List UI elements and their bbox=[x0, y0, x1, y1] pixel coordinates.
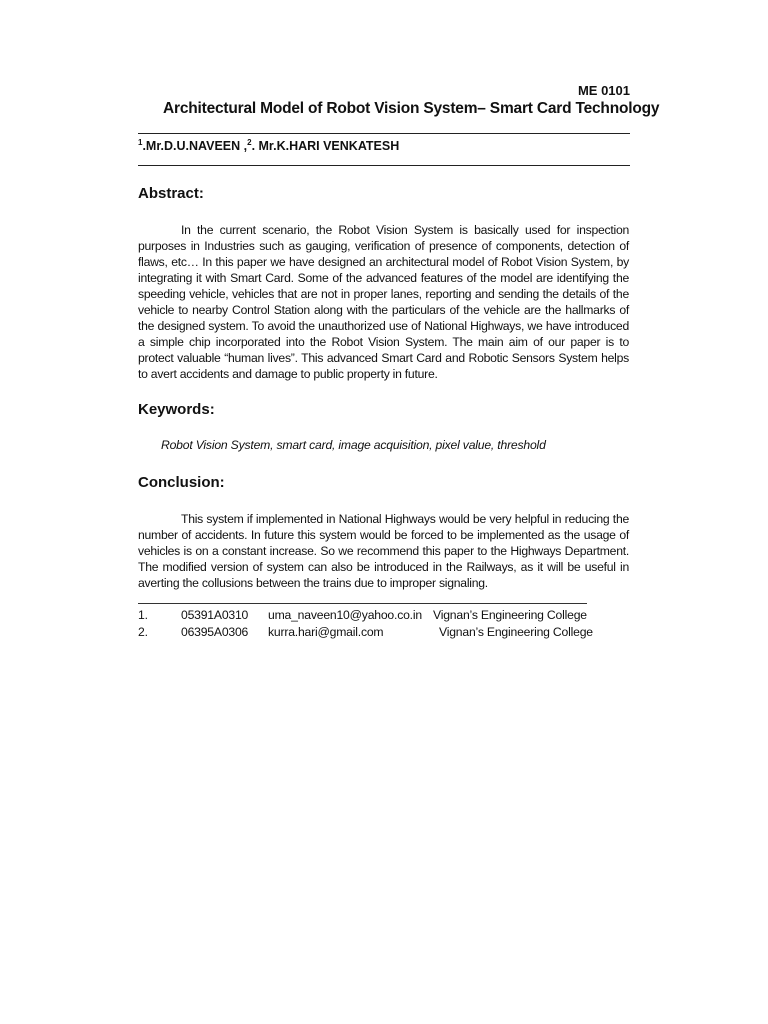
author-1-name: .Mr.D.U.NAVEEN , bbox=[142, 139, 248, 153]
author-divider bbox=[138, 165, 630, 166]
author-1-marker: 1 bbox=[138, 137, 143, 147]
author-2-marker: 2 bbox=[247, 137, 252, 147]
keywords-text: Robot Vision System, smart card, image acquisition, pixel value, threshold bbox=[161, 438, 546, 452]
conclusion-heading: Conclusion: bbox=[138, 474, 225, 491]
footnote-email: kurra.hari@gmail.com bbox=[268, 625, 384, 639]
keywords-heading: Keywords: bbox=[138, 401, 215, 418]
footnote-number: 1. bbox=[138, 608, 148, 622]
title-divider bbox=[138, 133, 630, 134]
footnote-college: Vignan’s Engineering College bbox=[439, 625, 593, 639]
conclusion-body: This system if implemented in National Highways would be very helpful in reducing the number of accidents. In future this system would be forced to be implemented as the usage of vehicles is on a constant increase. So we recommend this paper to the Highways Department. The modified version of system can also be introduced in the Railways, as it will be useful in averting the collusions between the trains due to improper signaling. bbox=[138, 512, 629, 590]
footnote-number: 2. bbox=[138, 625, 148, 639]
footnote-divider bbox=[138, 603, 587, 604]
footnote-college: Vignan’s Engineering College bbox=[433, 608, 587, 622]
paper-title: Architectural Model of Robot Vision System– Smart Card Technology bbox=[163, 100, 660, 117]
footnote-id: 05391A0310 bbox=[181, 608, 249, 622]
abstract-heading: Abstract: bbox=[138, 185, 204, 202]
author-2-name: . Mr.K.HARI VENKATESH bbox=[251, 139, 400, 153]
abstract-body: In the current scenario, the Robot Vision System is basically used for inspection purposes in Industries such as gauging, verification of presence of components, detection of flaws, etc… In this paper we have designed an architectural model of Robot Vision System, by integrating it with Smart Card. Some of the advanced features of the model are identifying the speeding vehicle, vehicles that are not in proper lanes, reporting and sending the details of the vehicle to nearby Control Station along with the particulars of the vehicle are the hallmarks of the designed system. To avoid the unauthorized use of National Highways, we have introduced a simple chip incorporated into the Robot Vision System. The main aim of our paper is to protect valuable “human lives”. This advanced Smart Card and Robotic Sensors System helps to avert accidents and damage to public property in future. bbox=[138, 223, 629, 381]
author-line bbox=[138, 139, 399, 153]
footnote-email: uma_naveen10@yahoo.co.in bbox=[268, 608, 422, 622]
paper-code: ME 0101 bbox=[577, 83, 630, 98]
footnote-id: 06395A0306 bbox=[181, 625, 249, 639]
